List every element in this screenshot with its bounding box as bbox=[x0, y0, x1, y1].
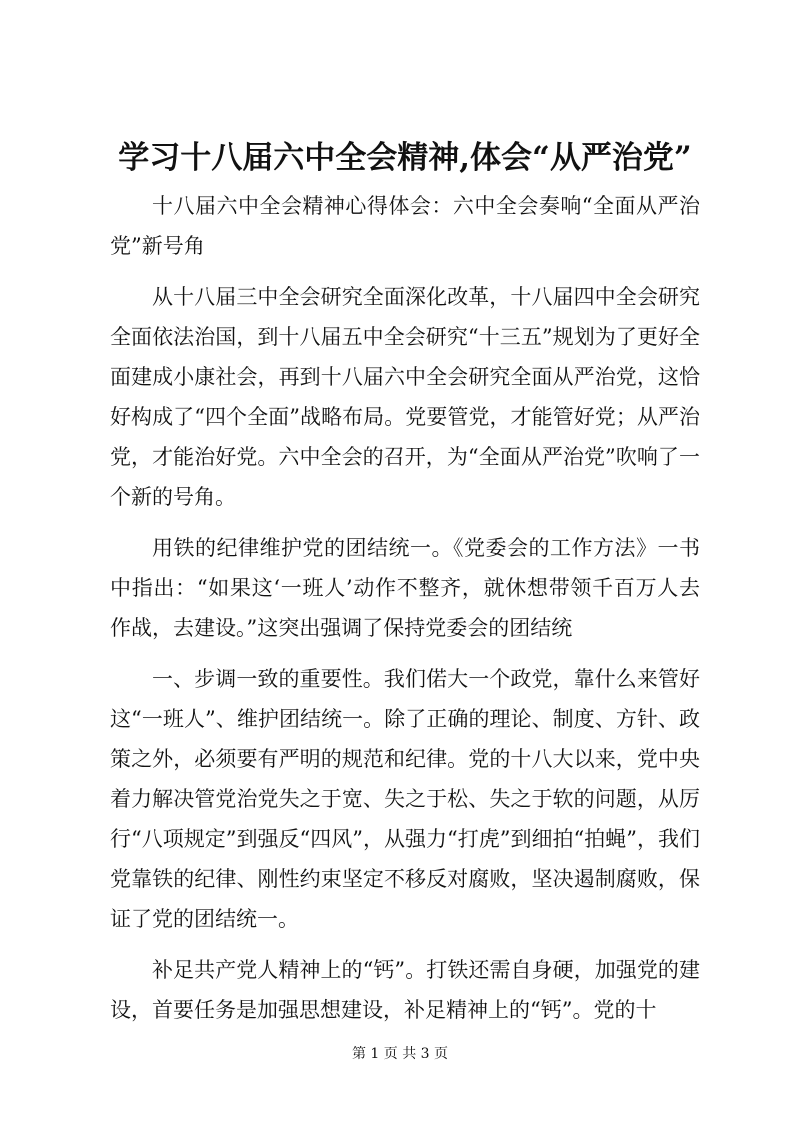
document-body bbox=[110, 186, 700, 1030]
paragraph-2: 从十八届三中全会研究全面深化改革，十八届四中全会研究全面依法治国，到十八届五中全会研究“十三五”规划为了更好全面建成小康社会，再到十八届六中全会研究全面从严治党，这恰好构成了“四个全面”战略布局。党要管党，才能管好党；从严治党，才能治好党。六中全会的召开，为“全面从严治党”吹响了一个新的号角。 bbox=[110, 285, 700, 509]
paragraph-3: 用铁的纪律维护党的团结统一。《党委会的工作方法》一书中指出：“如果这‘一班人’动作不整齐，就休想带领千百万人去作战，去建设。”这突出强调了保持党委会的团结统 bbox=[110, 536, 700, 640]
paragraph-4: 一、步调一致的重要性。我们偌大一个政党，靠什么来管好这“一班人”、维护团结统一。除了正确的理论、制度、方针、政策之外，必须要有严明的规范和纪律。党的十八大以来，党中央着力解决管党治党失之于宽、失之于松、失之于软的问题，从厉行“八项规定”到强反“四风”，从强力“打虎”到细拍“拍蝇”，我们党靠铁的纪律、刚性约束坚定不移反对腐败，坚决遏制腐败，保证了党的团结统一。 bbox=[110, 667, 700, 931]
paragraph-1: 十八届六中全会精神心得体会：六中全会奏响“全面从严治党”新号角 bbox=[110, 194, 700, 258]
paragraph-5: 补足共产党人精神上的“钙”。打铁还需自身硬，加强党的建设，首要任务是加强思想建设，补足精神上的“钙”。党的十 bbox=[110, 958, 700, 1022]
document-title: 学习十八届六中全会精神,体会“从严治党” bbox=[118, 140, 692, 176]
page-number-footer: 第 1 页 共 3 页 bbox=[351, 1046, 449, 1062]
